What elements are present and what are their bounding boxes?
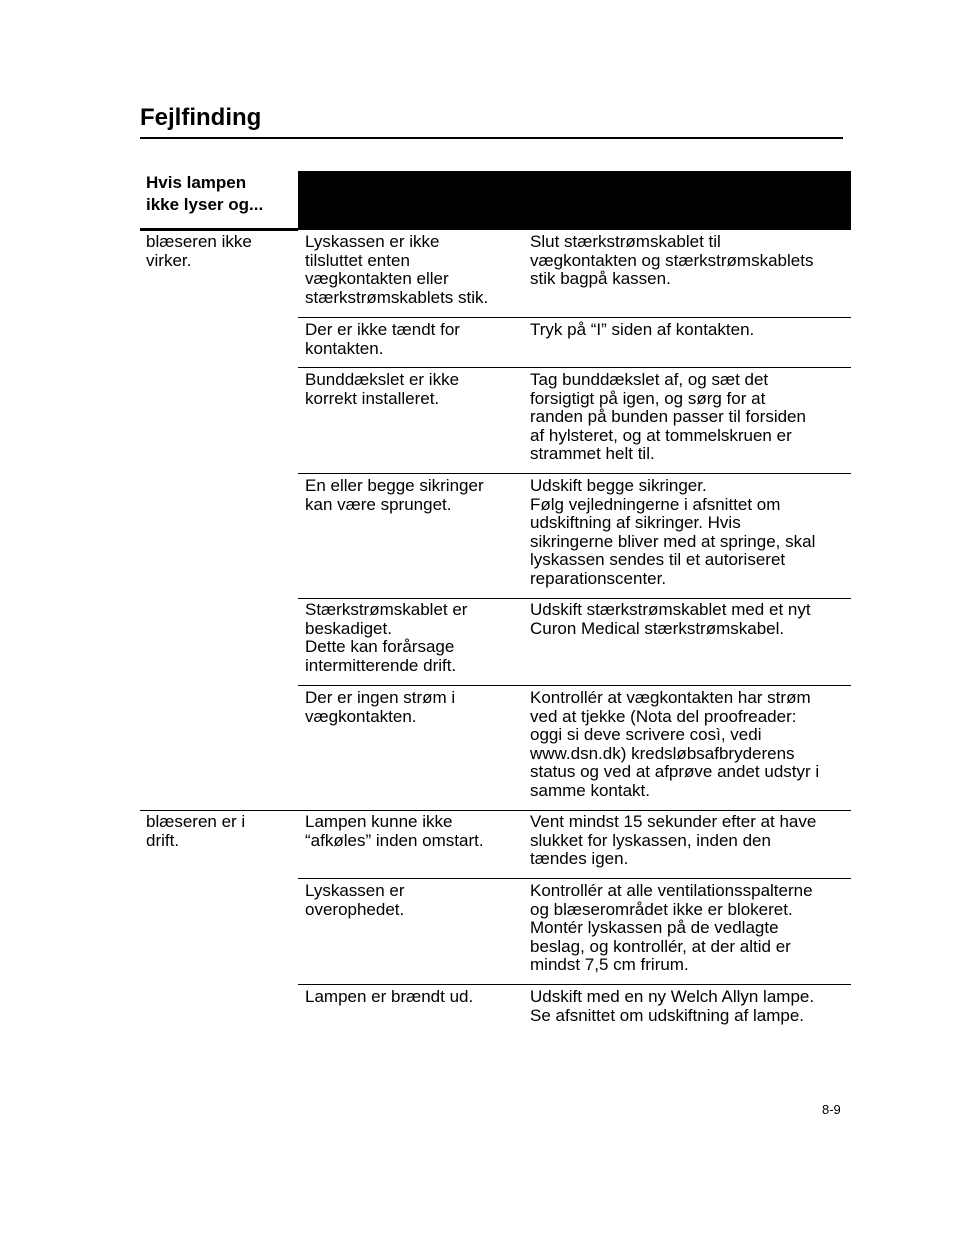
cause-cell: Bunddækslet er ikke korrekt installeret. [305, 370, 460, 408]
row-divider [298, 598, 851, 599]
cause-cell: Der er ingen strøm i vægkontakten. [305, 688, 456, 726]
row-divider [298, 367, 851, 368]
row-divider [298, 878, 851, 879]
remedy-cell: Kontrollér at vægkontakten har strøm ved at tjekke (Nota del proofreader: oggi si deve scrivere così, vedi www.dsn.dk) kredsløbsafbryderens status og ved at afprøve andet udstyr i samme kontakt. [530, 688, 820, 800]
cause-cell: Lyskassen er overophedet. [305, 881, 405, 919]
row-divider [298, 317, 851, 318]
page-title: Fejlfinding [140, 104, 262, 131]
condition-fan-not-running: blæseren ikke virker. [146, 232, 252, 270]
row-divider [298, 473, 851, 474]
condition-fan-running: blæseren er i drift. [146, 812, 246, 850]
cause-cell: Lampen er brændt ud. [305, 987, 474, 1006]
remedy-cell: Tag bunddækslet af, og sæt det forsigtigt på igen, og sørg for at randen på bunden passer til forsiden af hylsteret, og at tommelskruen er strammet helt til. [530, 370, 806, 464]
table-header-bar [298, 171, 851, 230]
cause-cell: En eller begge sikringer kan være sprunget. [305, 476, 484, 514]
remedy-cell: Kontrollér at alle ventilationsspalterne og blæserområdet ikke er blokeret. Montér lyskassen på de vedlagte beslag, og kontrollér, at der altid er mindst 7,5 cm frirum. [530, 881, 813, 975]
remedy-cell: Udskift stærkstrømskablet med et nyt Curon Medical stærkstrømskabel. [530, 600, 811, 638]
title-divider [140, 137, 843, 139]
remedy-cell: Udskift begge sikringer. Følg vejledningerne i afsnittet om udskiftning af sikringer. Hvis sikringerne bliver med at springe, skal lyskassen sendes til et autoriseret reparationscenter. [530, 476, 816, 588]
cause-cell: Lampen kunne ikke “afkøles” inden omstart. [305, 812, 484, 850]
cause-cell: Stærkstrømskablet er beskadiget. Dette kan forårsage intermitterende drift. [305, 600, 468, 675]
row-divider [298, 685, 851, 686]
group-divider [140, 810, 851, 811]
remedy-cell: Udskift med en ny Welch Allyn lampe. Se afsnittet om udskiftning af lampe. [530, 987, 815, 1025]
header-condition-underline [140, 228, 298, 231]
table-header-condition: Hvis lampen ikke lyser og... [146, 173, 264, 214]
cause-cell: Lyskassen er ikke tilsluttet enten vægkontakten eller stærkstrømskablets stik. [305, 232, 489, 307]
remedy-cell: Slut stærkstrømskablet til vægkontakten og stærkstrømskablets stik bagpå kassen. [530, 232, 814, 289]
page-number: 8-9 [822, 1102, 841, 1117]
cause-cell: Der er ikke tændt for kontakten. [305, 320, 460, 358]
remedy-cell: Tryk på “I” siden af kontakten. [530, 320, 755, 339]
remedy-cell: Vent mindst 15 sekunder efter at have slukket for lyskassen, inden den tændes igen. [530, 812, 817, 869]
row-divider [298, 984, 851, 985]
